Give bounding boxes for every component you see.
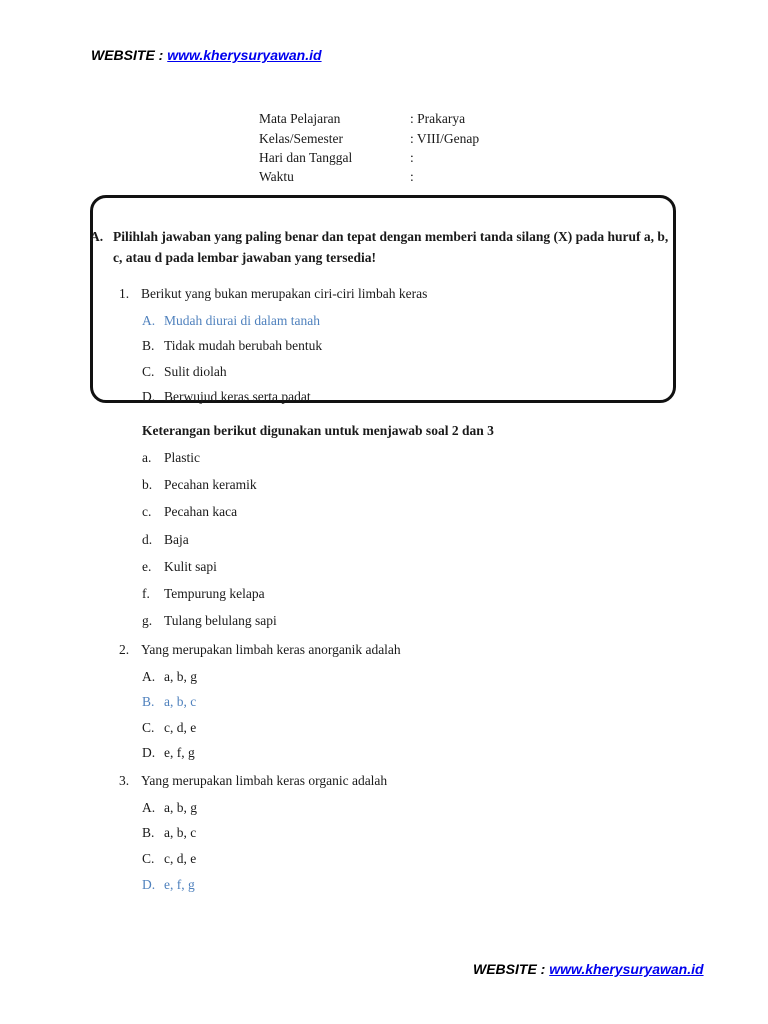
header-website-link[interactable]: www.kherysuryawan.id bbox=[167, 47, 322, 63]
meta-label: Kelas/Semester bbox=[259, 131, 343, 146]
option-text: a, b, c bbox=[164, 694, 197, 709]
option-text: a, b, c bbox=[164, 825, 197, 840]
header-website-label: WEBSITE : bbox=[91, 47, 168, 63]
item-letter: c. bbox=[142, 504, 152, 519]
item-text: Tulang belulang sapi bbox=[164, 613, 277, 628]
option-letter: A. bbox=[142, 313, 156, 328]
option-letter: C. bbox=[142, 364, 155, 379]
option-text: a, b, g bbox=[164, 669, 197, 684]
option-text: Mudah diurai di dalam tanah bbox=[164, 313, 320, 328]
option-letter: B. bbox=[142, 338, 155, 353]
option-letter: B. bbox=[142, 825, 155, 840]
item-letter: b. bbox=[142, 477, 153, 492]
footer-website bbox=[473, 961, 704, 977]
item-letter: e. bbox=[142, 559, 152, 574]
question-number: 3. bbox=[119, 773, 130, 788]
option-letter: C. bbox=[142, 720, 155, 735]
keterangan-heading: Keterangan berikut digunakan untuk menjawab soal 2 dan 3 bbox=[142, 423, 494, 438]
item-letter: d. bbox=[142, 532, 153, 547]
option-text: e, f, g bbox=[164, 877, 195, 892]
option-text: c, d, e bbox=[164, 720, 197, 735]
footer-website-label: WEBSITE : bbox=[473, 961, 550, 977]
section-instruction-text: Pilihlah jawaban yang paling benar dan tepat dengan memberi tanda silang (X) pada huruf a, b, c, atau d pada lembar jawaban yang tersedia! bbox=[113, 229, 669, 265]
question-text: Yang merupakan limbah keras organic adalah bbox=[141, 773, 388, 788]
option-letter: D. bbox=[142, 745, 156, 760]
meta-value: : VIII/Genap bbox=[410, 131, 480, 146]
question-number: 2. bbox=[119, 642, 130, 657]
meta-value: : bbox=[410, 169, 414, 184]
meta-label: Hari dan Tanggal bbox=[259, 150, 353, 165]
option-text: e, f, g bbox=[164, 745, 195, 760]
option-letter: A. bbox=[142, 800, 156, 815]
option-letter: C. bbox=[142, 851, 155, 866]
option-letter: D. bbox=[142, 877, 156, 892]
footer-website-link[interactable]: www.kherysuryawan.id bbox=[549, 961, 704, 977]
option-letter: B. bbox=[142, 694, 155, 709]
option-text: c, d, e bbox=[164, 851, 197, 866]
question-number: 1. bbox=[119, 286, 130, 301]
option-text: a, b, g bbox=[164, 800, 197, 815]
question-text: Berikut yang bukan merupakan ciri-ciri limbah keras bbox=[141, 286, 428, 301]
option-text: Tidak mudah berubah bentuk bbox=[164, 338, 323, 353]
meta-label: Waktu bbox=[259, 169, 294, 184]
section-number: A. bbox=[90, 229, 104, 244]
meta-label: Mata Pelajaran bbox=[259, 111, 341, 126]
meta-value: : Prakarya bbox=[410, 111, 466, 126]
item-text: Baja bbox=[164, 532, 189, 547]
item-letter: a. bbox=[142, 450, 152, 465]
option-text: Sulit diolah bbox=[164, 364, 227, 379]
meta-value: : bbox=[410, 150, 414, 165]
item-text: Kulit sapi bbox=[164, 559, 217, 574]
header-website bbox=[91, 47, 322, 63]
item-text: Pecahan kaca bbox=[164, 504, 238, 519]
item-text: Pecahan keramik bbox=[164, 477, 257, 492]
option-letter: A. bbox=[142, 669, 156, 684]
question-text: Yang merupakan limbah keras anorganik adalah bbox=[141, 642, 401, 657]
item-text: Tempurung kelapa bbox=[164, 586, 265, 601]
option-letter: D. bbox=[142, 389, 156, 404]
item-letter: f. bbox=[142, 586, 150, 601]
item-letter: g. bbox=[142, 613, 153, 628]
section-instruction bbox=[90, 226, 670, 268]
option-text: Berwujud keras serta padat bbox=[164, 389, 311, 404]
item-text: Plastic bbox=[164, 450, 200, 465]
